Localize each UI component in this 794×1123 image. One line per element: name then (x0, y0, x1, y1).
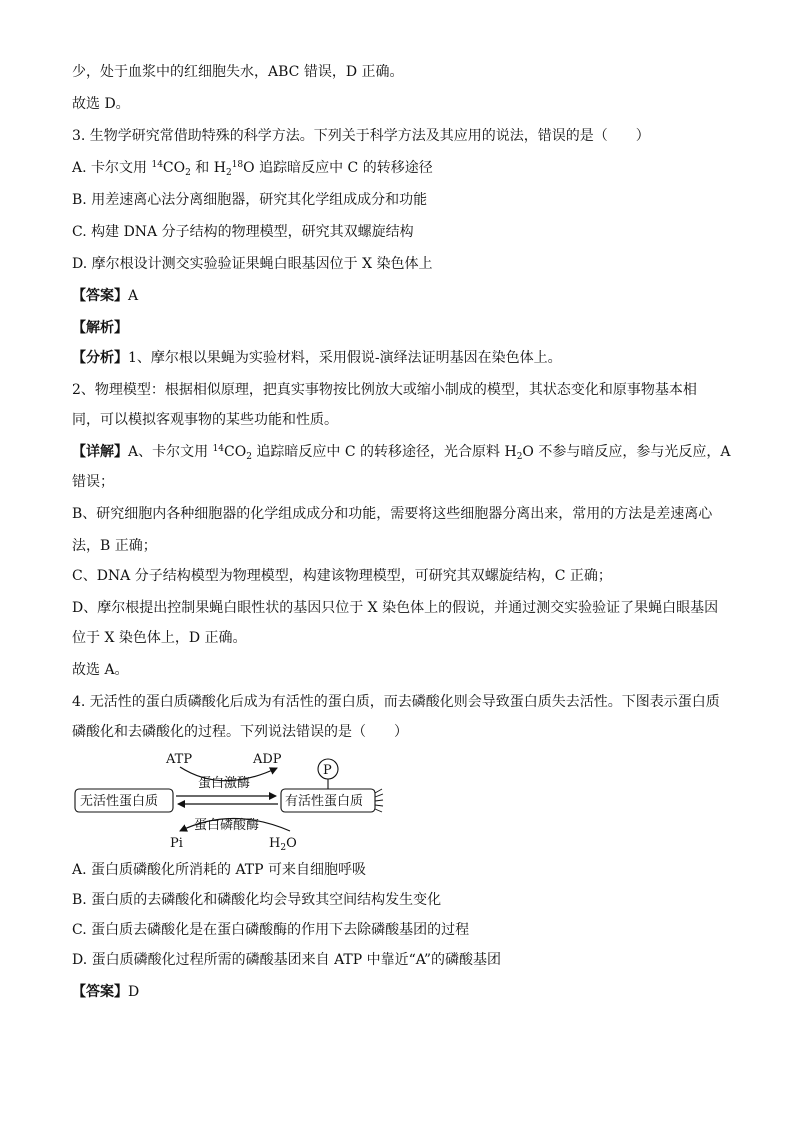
detail-line-a: 【详解】A、卡尔文用 $^{14}CO_2$ 追踪暗反应中 C 的转移途径，光合原料 $H_2O$ 不参与暗反应，参与光反应，A (72, 444, 731, 462)
question-4-stem: 磷酸化和去磷酸化的过程。下列说法错误的是（ ） (72, 724, 408, 740)
kinase-label: 蛋白激酶 (198, 776, 251, 791)
question-4-answer: 【答案】D (72, 984, 140, 1000)
analysis-line: 同，可以模拟客观事物的某些功能和性质。 (72, 412, 338, 428)
detail-line-c: C、DNA 分子结构模型为物理模型，构建该物理模型，可研究其双螺旋结构，C 正确； (72, 568, 612, 584)
question-3-stem: 3. 生物学研究常借助特殊的科学方法。下列关于科学方法及其应用的说法，错误的是（ ） (72, 128, 650, 144)
water-label: $H_2O$ (269, 836, 297, 852)
detail-line: 错误； (72, 474, 114, 490)
phosphorylation-diagram (72, 748, 392, 852)
detail-line-d: D、摩尔根提出控制果蝇白眼性状的基因只位于 X 染色体上的假说，并通过测交实验验证了果蝇白眼基因 (72, 600, 719, 616)
active-protein-label: 有活性蛋白质 (285, 794, 364, 809)
detail-line: 位于 X 染色体上，D 正确。 (72, 630, 247, 646)
section-jiexi: 【解析】 (72, 320, 128, 336)
question-4-option-c: C. 蛋白质去磷酸化是在蛋白磷酸酶的作用下去除磷酸基团的过程 (72, 922, 470, 938)
text-line: 少，处于血浆中的红细胞失水，ABC 错误，D 正确。 (72, 64, 404, 80)
text-line: 故选 D。 (72, 96, 130, 112)
text-line: 故选 A。 (72, 662, 129, 678)
pi-label: Pi (170, 836, 183, 851)
phosphate-label: P (323, 763, 332, 778)
detail-line-b: B、研究细胞内各种细胞器的化学组成成分和功能，需要将这些细胞器分离出来，常用的方法是差速离心 (72, 506, 713, 522)
adp-label: ADP (253, 752, 282, 767)
question-3-option-b: B. 用差速离心法分离细胞器，研究其化学组成成分和功能 (72, 192, 428, 208)
question-4-stem: 4. 无活性的蛋白质磷酸化后成为有活性的蛋白质，而去磷酸化则会导致蛋白质失去活性。下图表示蛋白质 (72, 694, 720, 710)
question-4-option-b: B. 蛋白质的去磷酸化和磷酸化均会导致其空间结构发生变化 (72, 892, 442, 908)
active-protein-hatch (375, 789, 383, 812)
question-3-option-c: C. 构建 DNA 分子结构的物理模型，研究其双螺旋结构 (72, 224, 414, 240)
question-3-option-d: D. 摩尔根设计测交实验验证果蝇白眼基因位于 X 染色体上 (72, 256, 433, 272)
analysis-line: 【分析】1、摩尔根以果蝇为实验材料，采用假说-演绎法证明基因在染色体上。 (72, 350, 562, 366)
detail-line: 法，B 正确； (72, 538, 157, 554)
question-4-option-d: D. 蛋白质磷酸化过程所需的磷酸基团来自 ATP 中靠近“A”的磷酸基团 (72, 952, 501, 968)
inactive-protein-label: 无活性蛋白质 (80, 794, 159, 809)
question-4-option-a: A. 蛋白质磷酸化所消耗的 ATP 可来自细胞呼吸 (72, 862, 367, 878)
question-3-option-a: A. 卡尔文用 $^{14}CO_2$ 和 $H_2^{18}O$ 追踪暗反应中 C 的转移途径 (72, 160, 433, 178)
question-3-answer: 【答案】A (72, 288, 139, 304)
phosphatase-label: 蛋白磷酸酶 (194, 818, 260, 833)
analysis-line: 2、物理模型：根据相似原理，把真实事物按比例放大或缩小制成的模型，其状态变化和原事物基本相 (72, 382, 697, 398)
atp-label: ATP (166, 752, 193, 767)
